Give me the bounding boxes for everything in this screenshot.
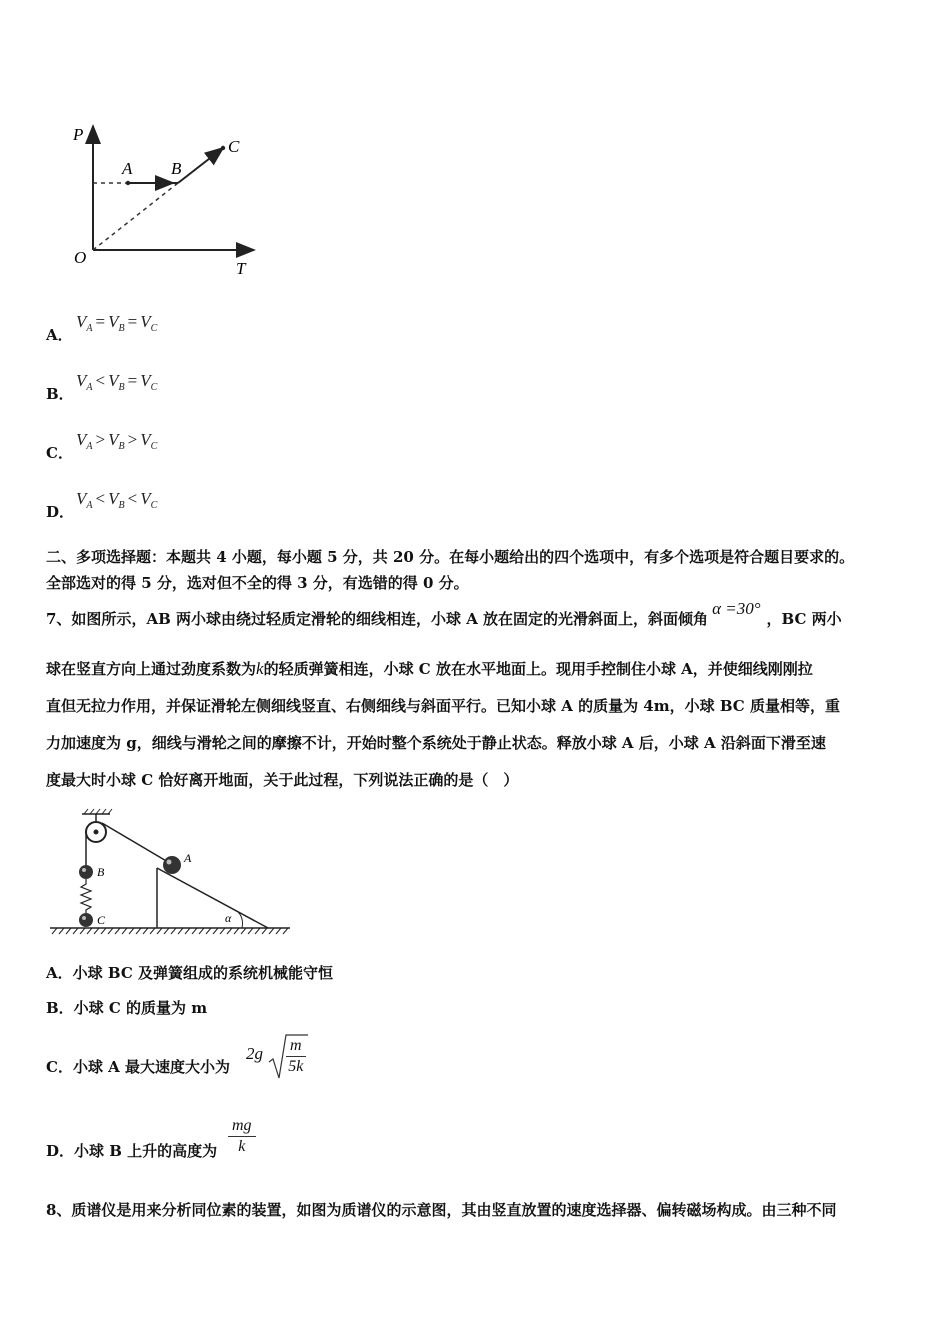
ground-hatch xyxy=(143,928,148,934)
label-b: B xyxy=(171,159,182,178)
point-a-dot xyxy=(126,181,130,185)
ground-hatch xyxy=(115,928,120,934)
ground-hatch xyxy=(185,928,190,934)
label-a: A xyxy=(122,159,133,178)
label-c: C xyxy=(228,137,240,156)
ground-hatch xyxy=(220,928,225,934)
ground-hatch xyxy=(66,928,71,934)
label-o: O xyxy=(74,248,87,267)
option-formula: $V_A > V_B > V_C$ xyxy=(76,430,158,452)
ground-hatch xyxy=(283,928,288,934)
ground-hatch xyxy=(178,928,183,934)
ground-hatch xyxy=(52,928,57,934)
ground-hatch xyxy=(199,928,204,934)
option-formula: $V_A < V_B < V_C$ xyxy=(76,489,158,511)
ground-hatch xyxy=(129,928,134,934)
ground-hatch xyxy=(108,928,113,934)
ground-hatch xyxy=(87,928,92,934)
option-letter: D． xyxy=(46,503,75,521)
q7-line1: 7、如图所示，AB 两小球由绕过轻质定滑轮的细线相连，小球 A 放在固定的光滑斜面上，斜面倾角α =30°，BC 两小 xyxy=(46,599,842,628)
d-fraction: $\frac{mg}{k}$ xyxy=(228,1116,256,1157)
q7-option-b: B．小球 C 的质量为 m xyxy=(46,999,208,1017)
option-formula: $V_A = V_B = V_C$ xyxy=(76,312,158,334)
label-t: T xyxy=(236,259,246,278)
fig-label-alpha: α xyxy=(225,911,232,925)
ground-hatch xyxy=(213,928,218,934)
ball-a xyxy=(163,856,181,874)
ground-hatch xyxy=(150,928,155,934)
process-bc xyxy=(178,148,223,183)
ground-hatch xyxy=(276,928,281,934)
option-letter: B． xyxy=(46,385,74,403)
ground-hatch xyxy=(101,928,106,934)
c-coefficient: 2g xyxy=(246,1044,263,1063)
q7-option-a: A．小球 BC 及弹簧组成的系统机械能守恒 xyxy=(46,964,333,982)
c-fraction: $\frac{m}{5k}$ xyxy=(286,1036,306,1077)
q7-line2: 球在竖直方向上通过劲度系数为k的轻质弹簧相连，小球 C 放在水平地面上。现用手控制住小球 A，并使细线刚刚拉 xyxy=(46,659,813,678)
ball-b xyxy=(79,865,93,879)
option-formula: $V_A < V_B = V_C$ xyxy=(76,371,158,393)
q7-line3: 直但无拉力作用，并保证滑轮左侧细线竖直、右侧细线与斜面平行。已知小球 A 的质量为 4m，小球 BC 质量相等，重 xyxy=(46,697,840,715)
label-p: P xyxy=(73,125,84,144)
pt-graph xyxy=(66,118,266,283)
ground-hatch xyxy=(171,928,176,934)
option-letter: A． xyxy=(46,326,73,344)
incline-slope xyxy=(157,868,268,928)
string-right xyxy=(102,823,168,862)
q7-line4: 力加速度为 g，细线与滑轮之间的摩擦不计，开始时整个系统处于静止状态。释放小球 A 后，小球 A 沿斜面下滑至速 xyxy=(46,734,826,752)
ground-hatch xyxy=(136,928,141,934)
point-c-dot xyxy=(221,146,225,150)
ground-hatch xyxy=(157,928,162,934)
ground-hatch xyxy=(80,928,85,934)
ground-hatch xyxy=(73,928,78,934)
q8-line1: 8、质谱仪是用来分析同位素的装置，如图为质谱仪的示意图，其由竖直放置的速度选择器、偏转磁场构成。由三种不同 xyxy=(46,1201,837,1219)
ground-hatch xyxy=(122,928,127,934)
ground-hatch xyxy=(248,928,253,934)
fig-label-c: C xyxy=(97,913,106,927)
ground-hatch xyxy=(234,928,239,934)
fig-label-a: A xyxy=(184,851,192,865)
ground-hatch xyxy=(206,928,211,934)
ground-hatch xyxy=(164,928,169,934)
ground-hatch xyxy=(94,928,99,934)
spring xyxy=(81,879,91,913)
option-letter: C． xyxy=(46,444,73,462)
ball-c xyxy=(79,913,93,927)
ground-hatch xyxy=(227,928,232,934)
section2-line1: 二、多项选择题：本题共 4 小题，每小题 5 分，共 20 分。在每小题给出的四个选项中，有多个选项是符合题目要求的。 xyxy=(46,548,855,566)
q7-line5: 度最大时小球 C 恰好离开地面，关于此过程，下列说法正确的是（ ） xyxy=(46,771,519,789)
fig-label-b: B xyxy=(97,865,105,879)
ground-hatch xyxy=(241,928,246,934)
ground-hatch xyxy=(192,928,197,934)
dashed-diagonal xyxy=(93,183,178,250)
ground-hatch xyxy=(269,928,274,934)
ground-hatch xyxy=(262,928,267,934)
ground-hatch xyxy=(59,928,64,934)
pulley-incline-figure xyxy=(46,808,296,938)
ground-hatch xyxy=(255,928,260,934)
section2-line2: 全部选对的得 5 分，选对但不全的得 3 分，有选错的得 0 分。 xyxy=(46,574,469,592)
angle-formula: α =30° xyxy=(712,599,761,618)
